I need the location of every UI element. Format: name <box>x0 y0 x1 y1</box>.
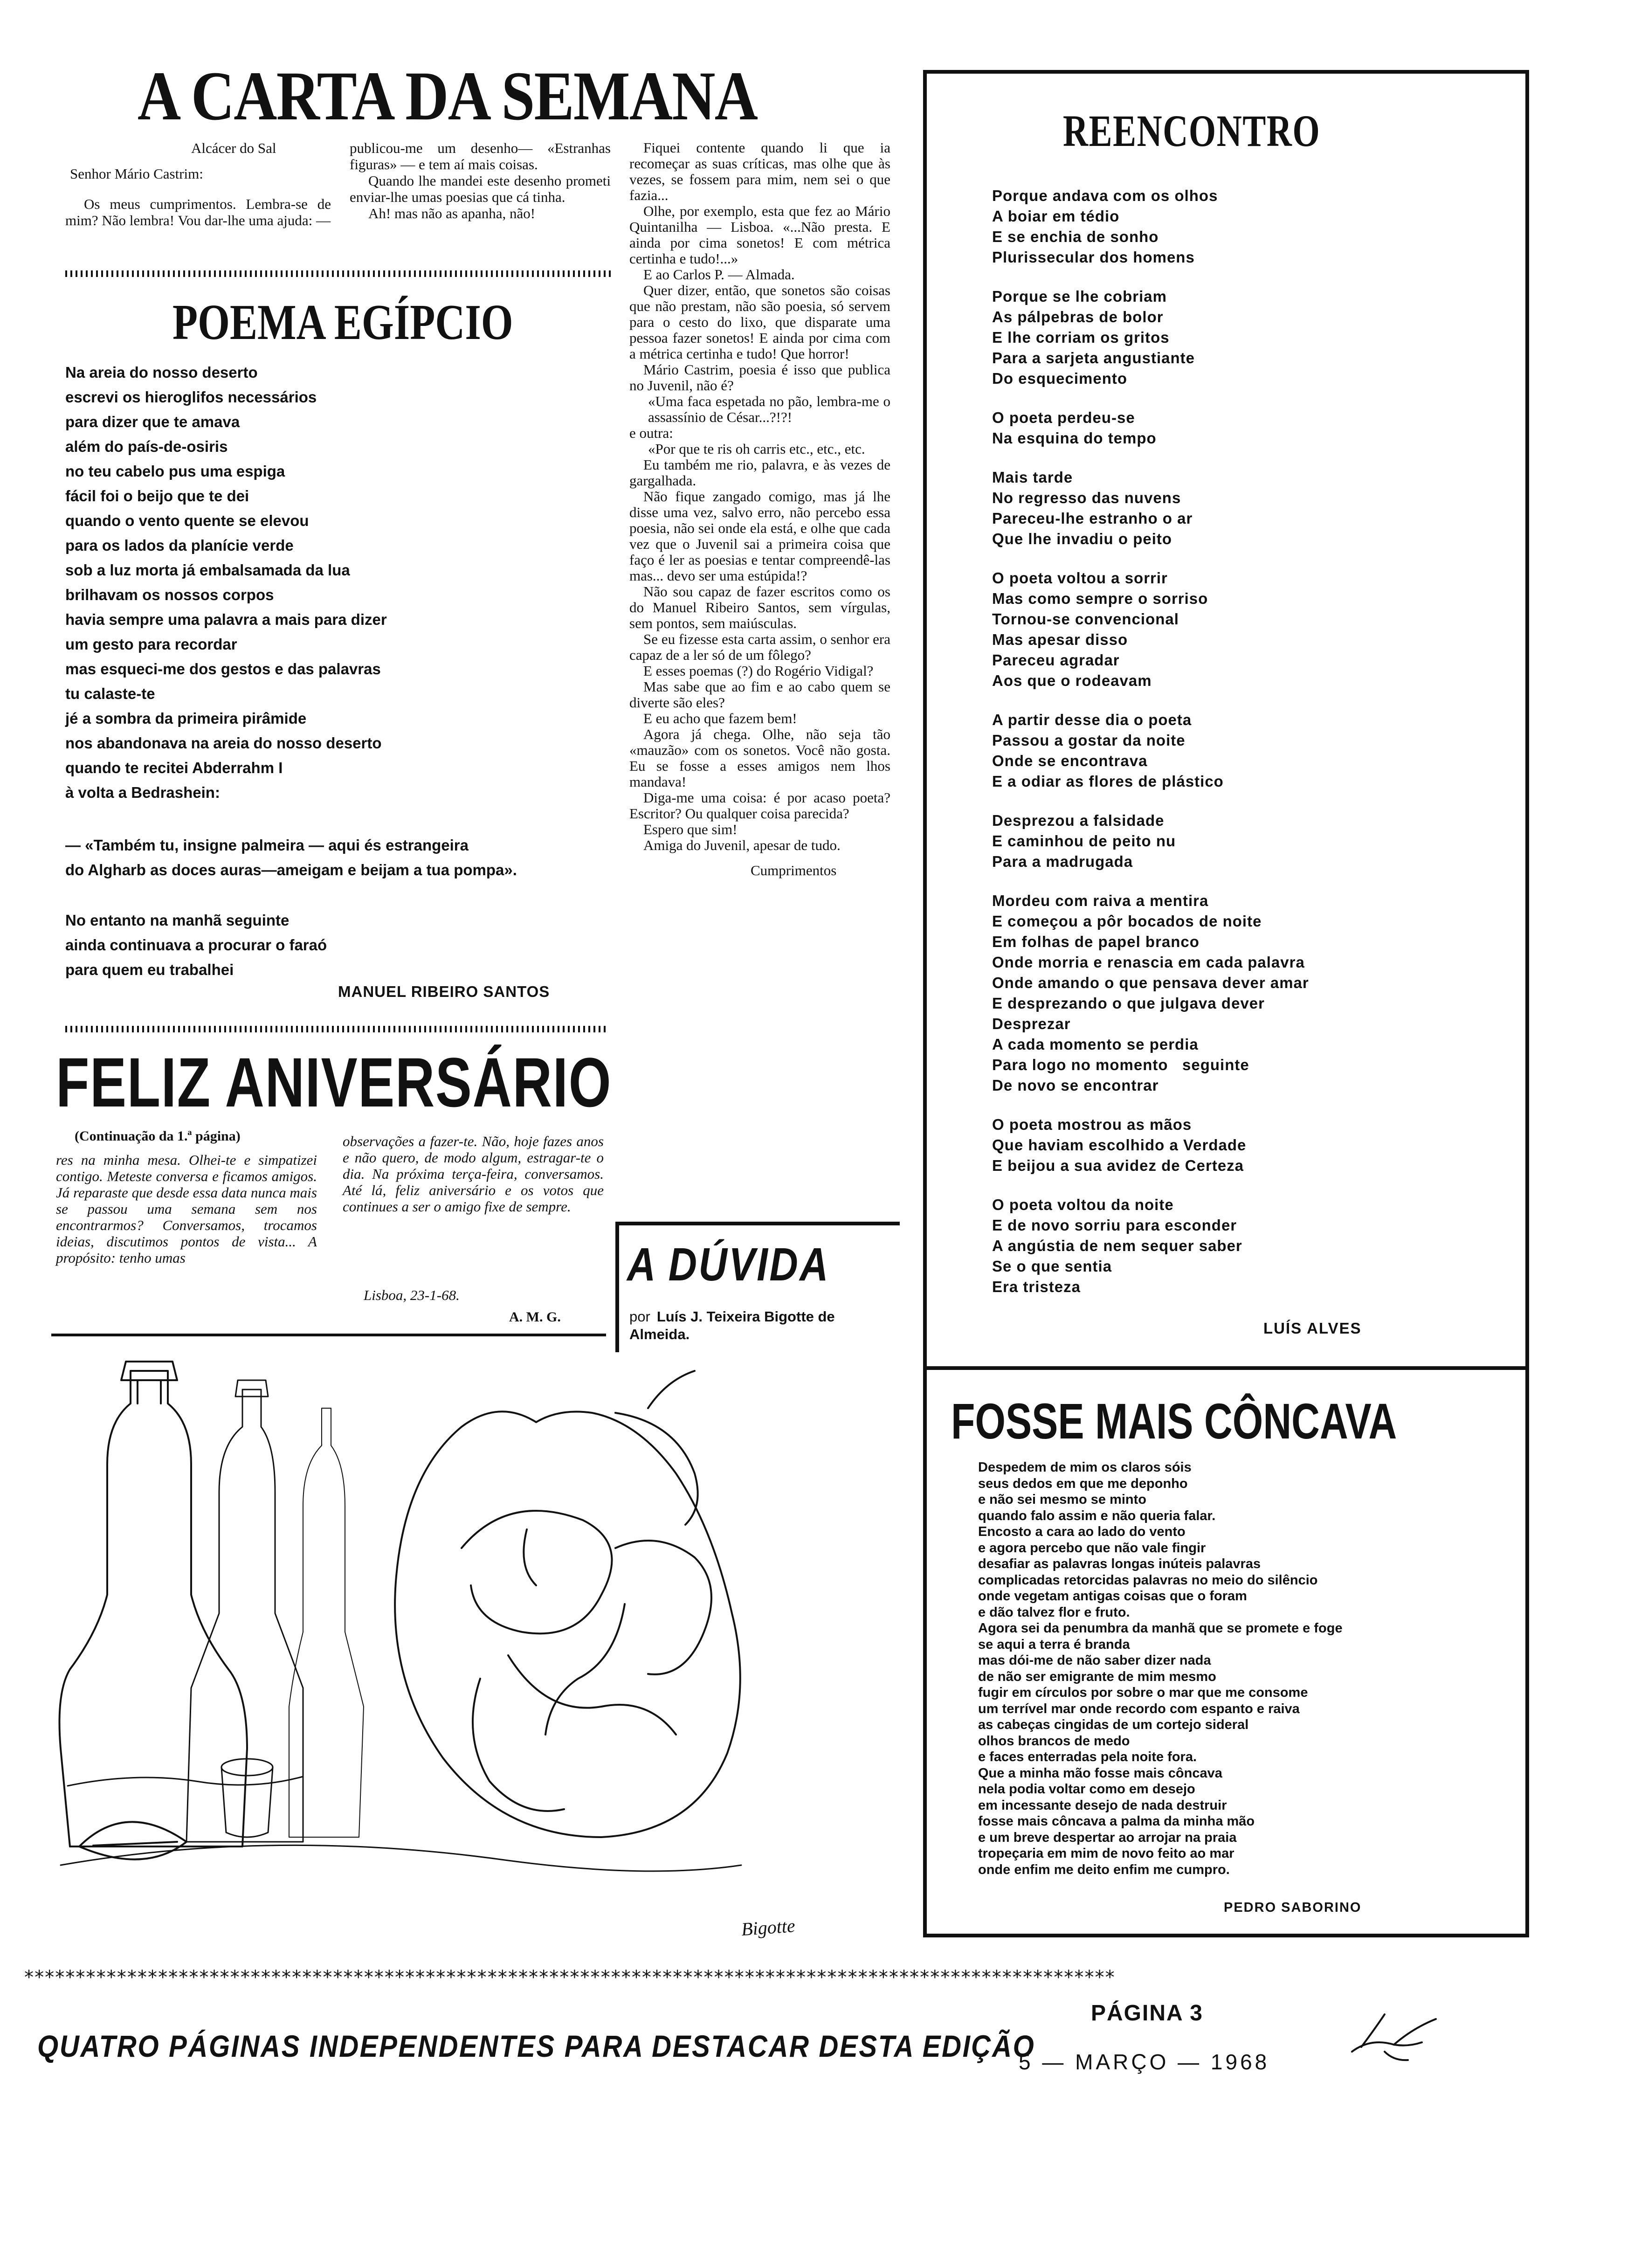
illustration <box>42 1352 909 1930</box>
reencontro-stanza <box>992 810 1309 872</box>
poem-line: Que haviam escolhido a Verdade <box>992 1136 1247 1154</box>
footer-page-number: PÁGINA 3 <box>1091 2001 1203 2026</box>
poem-line: nela podia voltar como em desejo <box>978 1782 1195 1797</box>
carta-quote: «Uma faca espetada no pão, lembra-me o assassínio de César...?!?! <box>648 393 890 425</box>
poem-line: No regresso das nuvens <box>992 489 1181 506</box>
poem-line: Onde se encontrava <box>992 752 1148 769</box>
stem <box>648 1371 695 1408</box>
poem-line: à volta a Bedrashein: <box>65 784 220 801</box>
concava-body <box>978 1459 1343 1878</box>
poem-line: E beijou a sua avidez de Certeza <box>992 1157 1244 1174</box>
poem-line: ainda continuava a procurar o faraó <box>65 936 327 954</box>
poem-line: Porque se lhe cobriam <box>992 288 1167 305</box>
poem-line: e agora percebo que não vale fingir <box>978 1540 1206 1556</box>
feliz-bottom-rule <box>51 1334 606 1336</box>
poem-line: De novo se encontrar <box>992 1077 1159 1094</box>
poem-line: brilhavam os nossos corpos <box>65 586 274 603</box>
poem-line: fácil foi o beijo que te dei <box>65 487 249 505</box>
duvida-byline <box>629 1308 895 1343</box>
carta-col2-p3: Ah! mas não as apanha, não! <box>368 205 536 221</box>
poem-line: E a odiar as flores de plástico <box>992 773 1224 790</box>
carta-paragraph: Não fique zangado comigo, mas já lhe disse uma vez, salvo erro, não percebo essa poesia, não sei onde ela está, e olhe que cada vez que o Juvenil sai a primeira coisa que faço é ler as poesias e tentar compreendê-las mas... devo ser uma estúpida!? <box>629 488 890 584</box>
poem-line: jé a sombra da primeira pirâmide <box>65 710 307 727</box>
reencontro-stanza <box>992 467 1309 549</box>
carta-paragraph: Diga-me uma coisa: é por acaso poeta? Escritor? Ou qualquer coisa parecida? <box>629 789 890 822</box>
poem-line: as cabeças cingidas de um cortejo sideral <box>978 1717 1249 1732</box>
poem-line: Despedem de mim os claros sóis <box>978 1460 1192 1475</box>
poem-line: um terrível mar onde recordo com espanto e raiva <box>978 1701 1300 1716</box>
feliz-col-1: res na minha mesa. Olhei-te e simpatizei contigo. Meteste conversa e ficamos amigos. Já reparaste que desde essa data nunca mais se passou uma semana sem nos encontrarmos? Conversamos, trocamos ideias, discutimos pontos de vista... A propósito: tenho umas <box>56 1152 317 1266</box>
poem-line: olhos brancos de medo <box>978 1733 1130 1749</box>
poem-quote-line: — «Também tu, insigne palmeira — aqui és estrangeira <box>65 837 469 854</box>
poem-line: No entanto na manhã seguinte <box>65 912 290 929</box>
poema-author: MANUEL RIBEIRO SANTOS <box>338 983 550 1000</box>
poem-line: Para a sarjeta angustiante <box>992 349 1195 366</box>
poem-line: Porque andava com os olhos <box>992 187 1218 204</box>
carta-paragraph: Olhe, por exemplo, esta que fez ao Mário Quintanilha — Lisboa. «...Não presta. E ainda por cima sonetos! E com métrica certinha e tudo!...» <box>629 203 890 267</box>
duvida-author: Luís J. Teixeira Bigotte de Almeida. <box>629 1308 835 1342</box>
poem-line: Desprezou a falsidade <box>992 812 1165 829</box>
poem-line: Passou a gostar da noite <box>992 732 1186 749</box>
poem-line: onde vegetam antigas coisas que o foram <box>978 1589 1247 1604</box>
poem-line: escrevi os hieroglifos necessários <box>65 388 317 406</box>
poem-line: onde enfim me deito enfim me cumpro. <box>978 1862 1230 1877</box>
concava-author: PEDRO SABORINO <box>1224 1900 1362 1915</box>
poem-line: A angústia de nem sequer saber <box>992 1237 1242 1254</box>
poem-line: Se o que sentia <box>992 1258 1112 1275</box>
reencontro-stanza <box>992 1114 1309 1176</box>
poem-line: O poeta perdeu-se <box>992 409 1135 426</box>
footer-slogan: QUATRO PÁGINAS INDEPENDENTES PARA DESTACAR DESTA EDIÇÃO <box>37 2029 1035 2063</box>
feliz-col-2: observações a fazer-te. Não, hoje fazes anos e não quero, de modo algum, estragar-te o dia. Na próxima terça-feira, conversamos. Até lá, feliz aniversário e os votos que continues a ser o amigo fixe de sempre. <box>343 1133 604 1215</box>
poem-line: O poeta voltou a sorrir <box>992 569 1168 587</box>
poem-line: fosse mais côncava a palma da minha mão <box>978 1814 1255 1829</box>
feliz-signature: A. M. G. <box>509 1309 561 1325</box>
carta-paragraph: Fiquei contente quando li que ia recomeçar as suas críticas, mas olhe que às vezes, se fossem para mim, nem sei o que fazia... <box>629 139 890 203</box>
poem-line: E desprezando o que julgava dever <box>992 995 1265 1012</box>
poem-line: A partir desse dia o poeta <box>992 711 1192 728</box>
carta-col2-p1: publicou-me um desenho— «Estranhas figuras» — e tem aí mais coisas. <box>350 140 611 173</box>
poem-line: complicadas retorcidas palavras no meio do silêncio <box>978 1572 1318 1588</box>
poem-line: O poeta mostrou as mãos <box>992 1116 1192 1133</box>
reencontro-body <box>992 186 1309 1297</box>
carta-place: Alcácer do Sal <box>191 140 276 156</box>
carta-paragraph: Mas sabe que ao fim e ao cabo quem se diverte são eles? <box>629 678 890 711</box>
poem-line: Do esquecimento <box>992 370 1128 387</box>
poem-line: Pareceu-lhe estranho o ar <box>992 510 1193 527</box>
carta-paragraph: Se eu fizesse esta carta assim, o senhor era capaz de a ler só de um fôlego? <box>629 631 890 663</box>
poem-line: Era tristeza <box>992 1278 1081 1295</box>
carta-paragraph: E ao Carlos P. — Almada. <box>643 266 795 283</box>
poem-line: se aqui a terra é branda <box>978 1637 1130 1652</box>
poem-line: Para logo no momento seguinte <box>992 1056 1249 1073</box>
poem-line: Mas como sempre o sorriso <box>992 590 1208 607</box>
table-edge <box>61 1845 741 1871</box>
reencontro-stanza <box>992 286 1309 389</box>
liquid-line <box>68 1777 303 1786</box>
carta-paragraph: E eu acho que fazem bem! <box>643 710 797 726</box>
poem-line: para os lados da planície verde <box>65 537 294 554</box>
carta-col-1 <box>65 140 331 228</box>
poem-line: Encosto a cara ao lado do vento <box>978 1524 1186 1539</box>
bird-icon <box>1343 2000 1445 2075</box>
poem-line: Mais tarde <box>992 469 1073 486</box>
duvida-by: por <box>629 1308 650 1325</box>
bottle-thin <box>289 1408 364 1837</box>
poem-line: sob a luz morta já embalsamada da lua <box>65 561 350 579</box>
poem-line: havia sempre uma palavra a mais para dizer <box>65 611 387 628</box>
carta-paragraph: E esses poemas (?) do Rogério Vidigal? <box>643 663 874 679</box>
poem-line: Tornou-se convencional <box>992 610 1179 628</box>
feliz-continuation: (Continuação da 1.ª página) <box>75 1128 241 1144</box>
carta-paragraph: Não sou capaz de fazer escritos como os do Manuel Ribeiro Santos, sem vírgulas, sem pontos, sem maiúsculas. <box>629 583 890 631</box>
poem-line: Plurissecular dos homens <box>992 249 1195 266</box>
reencontro-stanza <box>992 891 1309 1096</box>
reencontro-stanza <box>992 710 1309 792</box>
poem-line: Na areia do nosso deserto <box>65 364 258 381</box>
right-divider <box>923 1366 1529 1370</box>
poem-line: tropeçaria em mim de novo feito ao mar <box>978 1846 1234 1861</box>
feliz-place-date: Lisboa, 23-1-68. <box>364 1287 460 1303</box>
carta-paragraph: e outra: <box>629 425 673 441</box>
poem-line: e dão talvez flor e fruto. <box>978 1604 1130 1620</box>
glass <box>221 1759 273 1837</box>
poem-line: no teu cabelo pus uma espiga <box>65 463 285 480</box>
zigzag-divider <box>65 1026 606 1032</box>
poem-line: Na esquina do tempo <box>992 429 1157 447</box>
carta-quote: «Por que te ris oh carris etc., etc., etc. <box>648 441 865 457</box>
poem-line: um gesto para recordar <box>65 636 237 653</box>
reencontro-stanza <box>992 1195 1309 1297</box>
carta-closing: Cumprimentos <box>751 862 837 878</box>
reencontro-stanza <box>992 568 1309 691</box>
duvida-title: A DÚVIDA <box>627 1238 830 1291</box>
poem-line: fugir em círculos por sobre o mar que me consome <box>978 1685 1308 1700</box>
carta-salutation: Senhor Mário Castrim: <box>70 166 203 182</box>
lemon-slice <box>79 1822 186 1859</box>
poem-line: seus dedos em que me deponho <box>978 1476 1188 1491</box>
footer-star-rule: ********************************************************************************************************** <box>23 1967 1115 1988</box>
reencontro-title: REENCONTRO <box>1063 106 1321 156</box>
carta-col-2 <box>350 140 611 221</box>
poem-line: Desprezar <box>992 1015 1071 1032</box>
poem-line: de não ser emigrante de mim mesmo <box>978 1669 1216 1684</box>
poem-line: e não sei mesmo se minto <box>978 1492 1147 1507</box>
illustration-signature: Bigotte <box>740 1915 796 1940</box>
poem-line: Onde morria e renascia em cada palavra <box>992 954 1305 971</box>
poem-line: E começou a pôr bocados de noite <box>992 913 1262 930</box>
footer-date: 5 — MARÇO — 1968 <box>1019 2050 1270 2074</box>
poem-line: e faces enterradas pela noite fora. <box>978 1749 1197 1764</box>
carta-col-3 <box>629 140 890 878</box>
poem-line: tu calaste-te <box>65 685 155 702</box>
poem-line: Que lhe invadiu o peito <box>992 530 1172 547</box>
poem-line: Agora sei da penumbra da manhã que se promete e foge <box>978 1621 1343 1636</box>
poem-line: mas dói-me de não saber dizer nada <box>978 1653 1211 1668</box>
poem-line: E se enchia de sonho <box>992 228 1159 245</box>
carta-paragraph: Eu também me rio, palavra, e às vezes de gargalhada. <box>629 456 890 489</box>
poem-line: para quem eu trabalhei <box>65 961 234 978</box>
feliz-title: FELIZ ANIVERSÁRIO <box>56 1043 612 1121</box>
fruit <box>395 1411 740 1837</box>
carta-greeting: Os meus cumprimentos. Lembra-se de mim? Não lembra! Vou dar-lhe uma ajuda: — <box>65 196 331 228</box>
poem-line: mas esqueci-me dos gestos e das palavras <box>65 660 381 678</box>
carta-paragraph: Mário Castrim, poesia é isso que publica no Juvenil, não é? <box>629 361 890 394</box>
poem-line: A cada momento se perdia <box>992 1036 1199 1053</box>
carta-paragraph: Quer dizer, então, que sonetos são coisas que não prestam, não são poesia, só servem para o cesto do lixo, que disparate uma pessoa fazer sonetos! E ainda por cima com a métrica certinha e tudo! Que horror! <box>629 282 890 362</box>
poema-title: POEMA EGÍPCIO <box>172 295 513 350</box>
bottle-small <box>186 1380 303 1842</box>
poem-line: em incessante desejo de nada destruir <box>978 1798 1227 1813</box>
poem-line: Pareceu agradar <box>992 651 1120 669</box>
poem-quote-line: do Algharb as doces auras—ameigam e beijam a tua pompa». <box>65 861 517 878</box>
zigzag-divider <box>65 270 611 277</box>
poem-line: Mas apesar disso <box>992 631 1128 648</box>
poema-body <box>65 360 611 982</box>
reencontro-author: LUÍS ALVES <box>1263 1320 1362 1337</box>
poem-line: nos abandonava na areia do nosso deserto <box>65 734 382 752</box>
carta-title: A CARTA DA SEMANA <box>138 57 758 135</box>
poem-line: Aos que o rodeavam <box>992 672 1152 689</box>
poem-line: O poeta voltou da noite <box>992 1196 1174 1213</box>
poem-line: Que a minha mão fosse mais côncava <box>978 1765 1222 1781</box>
poem-line: Mordeu com raiva a mentira <box>992 892 1209 909</box>
poem-line: E de novo sorriu para esconder <box>992 1217 1237 1234</box>
carta-paragraph: Agora já chega. Olhe, não seja tão «mauzão» com os sonetos. Você não gosta. Eu se fosse a esses amigos nem lhos mandava! <box>629 726 890 790</box>
concava-title: FOSSE MAIS CÔNCAVA <box>951 1393 1397 1449</box>
poem-line: Em folhas de papel branco <box>992 933 1200 950</box>
poem-line: E lhe corriam os gritos <box>992 329 1170 346</box>
poem-line: E caminhou de peito nu <box>992 832 1176 850</box>
poem-line: para dizer que te amava <box>65 413 240 430</box>
poem-line: A boiar em tédio <box>992 207 1120 225</box>
poem-line: quando falo assim e não queria falar. <box>978 1508 1216 1523</box>
poem-line: As pálpebras de bolor <box>992 308 1164 325</box>
poem-line: Para a madrugada <box>992 853 1133 870</box>
carta-paragraph: Espero que sim! <box>643 821 738 837</box>
carta-col2-p2: Quando lhe mandei este desenho prometi enviar-lhe umas poesias que cá tinha. <box>350 173 611 205</box>
poem-line: desafiar as palavras longas inúteis palavras <box>978 1556 1261 1571</box>
poem-line: e um breve despertar ao arrojar na praia <box>978 1830 1237 1845</box>
poem-line: quando o vento quente se elevou <box>65 512 309 529</box>
reencontro-stanza <box>992 408 1309 449</box>
reencontro-stanza <box>992 186 1309 268</box>
carta-paragraph: Amiga do Juvenil, apesar de tudo. <box>643 837 841 853</box>
poem-line: Onde amando o que pensava dever amar <box>992 974 1309 991</box>
poem-line: quando te recitei Abderrahm I <box>65 759 283 776</box>
poem-line: além do país-de-osiris <box>65 438 228 455</box>
